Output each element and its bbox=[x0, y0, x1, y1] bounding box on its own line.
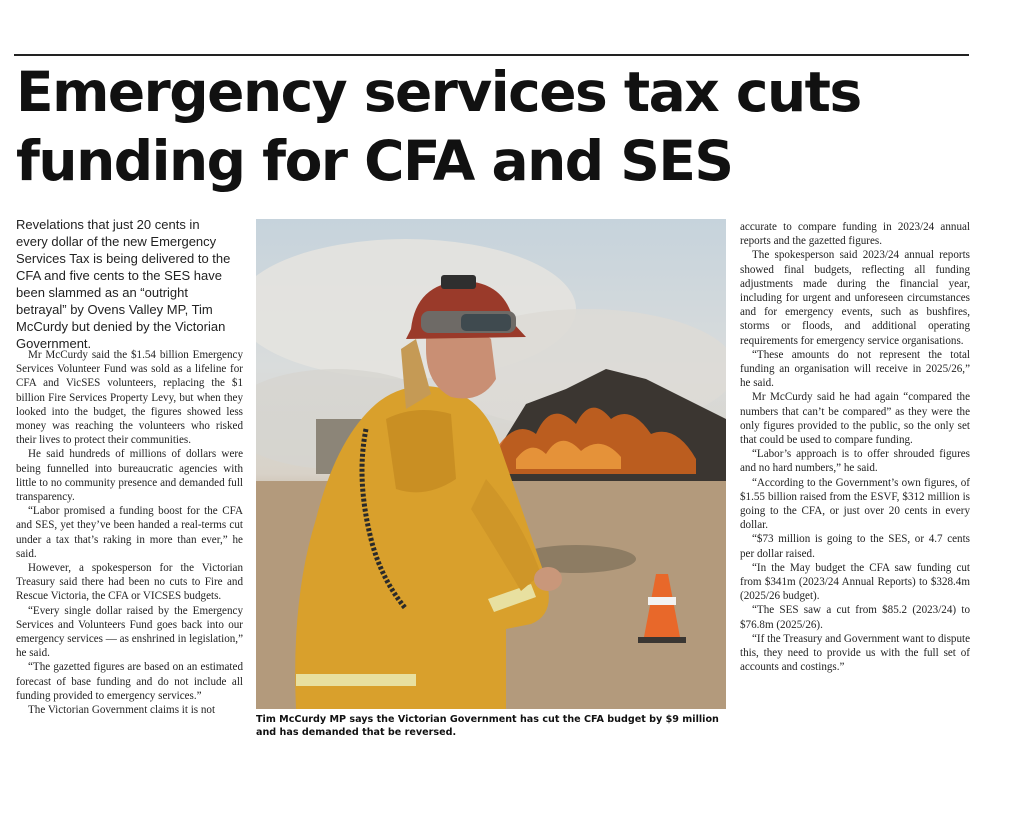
paragraph: Mr McCurdy said he had again “compared the numbers that can’t be compared” as they were the only figures provided to the public, so the only set that could be used to compare funding. bbox=[740, 391, 970, 447]
paragraph: “According to the Government’s own figures, of $1.55 billion raised from the ESVF, $312 million is going to the CFA, or just over 20 cents in every dollar. bbox=[740, 476, 970, 532]
standfirst: Revelations that just 20 cents in every dollar of the new Emergency Services Tax is being delivered to the CFA and five cents to the SES have been slammed as an “outright betrayal” by Ovens Valley MP, Tim McCurdy but denied by the Victorian Government. bbox=[16, 217, 231, 351]
photo-caption: Tim McCurdy MP says the Victorian Government has cut the CFA budget by $9 million and has demanded that be reversed. bbox=[256, 714, 719, 738]
top-rule bbox=[14, 54, 969, 56]
paragraph: “Every single dollar raised by the Emergency Services and Volunteers Fund goes back into our emergency services — as enshrined in legislation,” he said. bbox=[16, 604, 243, 660]
paragraph: The Victorian Government claims it is not bbox=[28, 704, 216, 717]
paragraph: “The SES saw a cut from $85.2 (2023/24) to $76.8m (2025/26). bbox=[740, 604, 970, 631]
firefighter-photo-drawing bbox=[256, 219, 726, 709]
right-column bbox=[740, 220, 970, 675]
paragraph: “The gazetted figures are based on an estimated forecast of base funding and do not include all funding provided to emergency services.” bbox=[16, 661, 243, 702]
paragraph: “In the May budget the CFA saw funding cut from $341m (2023/24 Annual Reports) to $328.4m (2025/26 budget). bbox=[740, 561, 970, 603]
paragraph: He said hundreds of millions of dollars were being funnelled into bureaucratic agencies with little to no community presence and demanded full transparency. bbox=[16, 448, 243, 504]
left-column bbox=[16, 348, 243, 717]
paragraph: “If the Treasury and Government want to dispute this, they need to provide us with the full set of accounts and costings.” bbox=[740, 632, 970, 674]
paragraph: “$73 million is going to the SES, or 4.7 cents per dollar raised. bbox=[740, 533, 970, 560]
paragraph: accurate to compare funding in 2023/24 annual reports and the gazetted figures. bbox=[740, 221, 970, 248]
paragraph: “Labor promised a funding boost for the CFA and SES, yet they’ve been handed a real-terms cut under a tax that’s raking in more than ever,” he said. bbox=[16, 505, 243, 560]
firefighter-photo bbox=[256, 219, 726, 709]
paragraph: Mr McCurdy said the $1.54 billion Emergency Services Volunteer Fund was sold as a lifeline for CFA and VicSES volunteers, replacing the $1 billion Fire Services Property Levy, but when they looked into the budget, the figures showed less money was reaching the volunteers who risked their lives to protect their communities. bbox=[16, 349, 243, 447]
paragraph: The spokesperson said 2023/24 annual reports showed final budgets, reflecting all funding adjustments made during the financial year, including for urgent and unforeseen circumstances and for emergency events, such as bushfires, storms or floods, and additional operating requirements for emergency service organisations. bbox=[740, 249, 970, 347]
headline-line-1: Emergency services tax cuts bbox=[16, 60, 861, 124]
paragraph: However, a spokesperson for the Victorian Treasury said there had been no cuts to Fire and Rescue Victoria, the CFA or VICSES budgets. bbox=[16, 562, 243, 603]
headline-line-2: funding for CFA and SES bbox=[16, 129, 733, 193]
paragraph: “Labor’s approach is to offer shrouded figures and no hard numbers,” he said. bbox=[740, 448, 970, 475]
headline bbox=[16, 58, 976, 196]
paragraph: “These amounts do not represent the total funding an organisation will receive in 2025/26,” he said. bbox=[740, 348, 970, 390]
